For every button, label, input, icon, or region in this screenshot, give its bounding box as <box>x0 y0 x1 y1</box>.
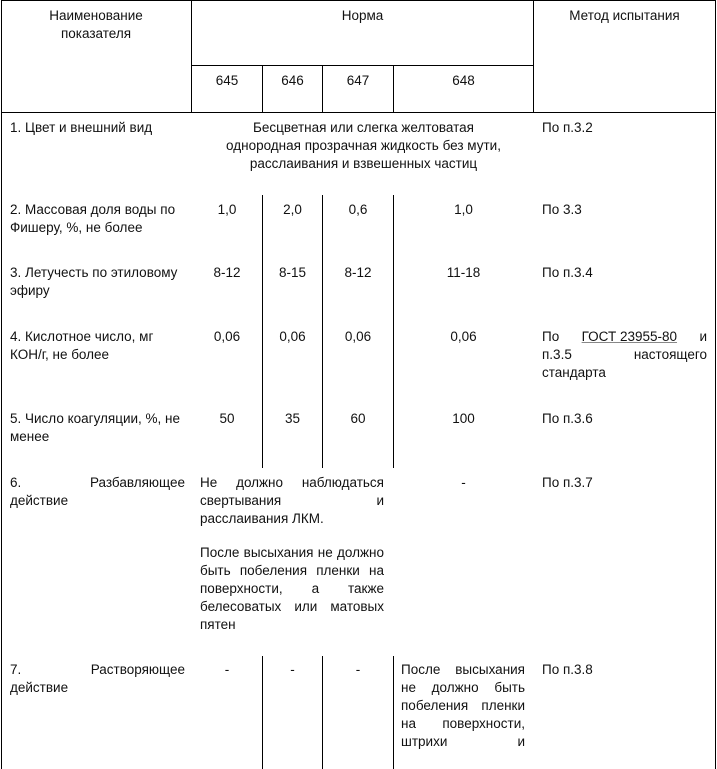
row4-indicator: 4. Кислотное число, мг КОН/г, не более <box>10 329 154 362</box>
row6-method: По п.3.7 <box>542 475 593 490</box>
row2-value-646: 2,0 <box>283 202 302 217</box>
row7-indicator-rest: действие <box>10 680 69 695</box>
row3-indicator: 3. Летучесть по этиловому эфиру <box>10 265 178 298</box>
row4-method-standard: стандарта <box>542 365 606 380</box>
row3-method: По п.3.4 <box>542 265 593 280</box>
row6-norm-paragraph-1: Не должно наблюдаться свертывания и расслаивания ЛКМ. <box>200 475 384 526</box>
row4-method <box>542 328 707 382</box>
row5-indicator: 5. Число коагуляции, %, не менее <box>10 411 181 444</box>
row5-value-648: 100 <box>452 411 475 426</box>
row4-value-645: 0,06 <box>213 329 241 344</box>
row2-method: По 3.3 <box>542 202 582 217</box>
grade-647: 647 <box>346 73 370 88</box>
row5-value-645: 50 <box>219 411 235 426</box>
grade-648: 648 <box>452 73 475 88</box>
table-border-left <box>1 0 2 769</box>
row2-value-645: 1,0 <box>217 202 237 217</box>
gost-23955-80-link[interactable]: ГОСТ 23955-80 <box>581 329 678 344</box>
row6-indicator <box>10 474 185 510</box>
header-test-method: Метод испытания <box>569 8 680 23</box>
row4-method-and: и <box>699 329 707 344</box>
row1-indicator: 1. Цвет и внешний вид <box>10 120 153 135</box>
row1-method: По п.3.2 <box>542 120 593 135</box>
row6-indicator-num: 6. <box>10 475 22 490</box>
row4-value-646: 0,06 <box>279 329 306 344</box>
table-border-top <box>1 0 716 1</box>
row7-value-648: После высыхания не должно быть побеления пленки на поверхности, штрихи и <box>401 662 525 749</box>
header-indicator-name: Наименование показателя <box>49 8 143 41</box>
row4-method-ref: п.3.5 <box>542 347 572 362</box>
header-bottom-border <box>1 112 716 113</box>
row5-value-646: 35 <box>284 411 301 426</box>
row7-value-647: - <box>355 662 361 677</box>
row7-method: По п.3.8 <box>542 662 593 677</box>
row4-method-suffix-lines <box>542 346 707 382</box>
row7-indicator-num: 7. <box>10 662 22 677</box>
grade-646: 646 <box>281 73 304 88</box>
row7-indicator <box>10 661 185 697</box>
row4-method-this: настоящего <box>633 347 707 362</box>
row7-divider-3 <box>393 656 394 769</box>
row7-value-646: - <box>290 662 295 677</box>
row2-value-647: 0,6 <box>348 202 368 217</box>
row2-indicator: 2. Массовая доля воды по Фишеру, %, не более <box>10 202 176 235</box>
row5-value-647: 60 <box>350 411 366 426</box>
row4-value-647: 0,06 <box>344 329 372 344</box>
row6-value-648: - <box>461 475 466 490</box>
row3-value-647: 8-12 <box>344 265 372 280</box>
row4-value-648: 0,06 <box>450 329 477 344</box>
row1-norm-merged: Бесцветная или слегка желтоватая однородная прозрачная жидкость без мути, расслаивания и взвешенных частиц <box>226 120 501 171</box>
row6-norm-paragraph-2: После высыхания не должно быть побеления пленки на поверхности, а также белесоватых или матовых пятен <box>200 545 384 632</box>
row7-indicator-word: Растворяющее <box>90 662 185 677</box>
grade-645: 645 <box>215 73 239 88</box>
row3-value-645: 8-12 <box>213 265 241 280</box>
row6-indicator-rest: действие <box>10 493 69 508</box>
row5-method: По п.3.6 <box>542 411 593 426</box>
header-norm-underline <box>191 65 533 66</box>
row6-indicator-word: Разбавляющее <box>89 475 185 490</box>
row7-value-645: - <box>224 662 230 677</box>
row4-method-prefix: По <box>542 329 560 344</box>
row2-value-648: 1,0 <box>454 202 473 217</box>
row3-value-646: 8-15 <box>278 265 307 280</box>
header-norm: Норма <box>341 8 384 23</box>
row3-value-648: 11-18 <box>446 265 481 280</box>
table-border-right <box>715 0 716 769</box>
